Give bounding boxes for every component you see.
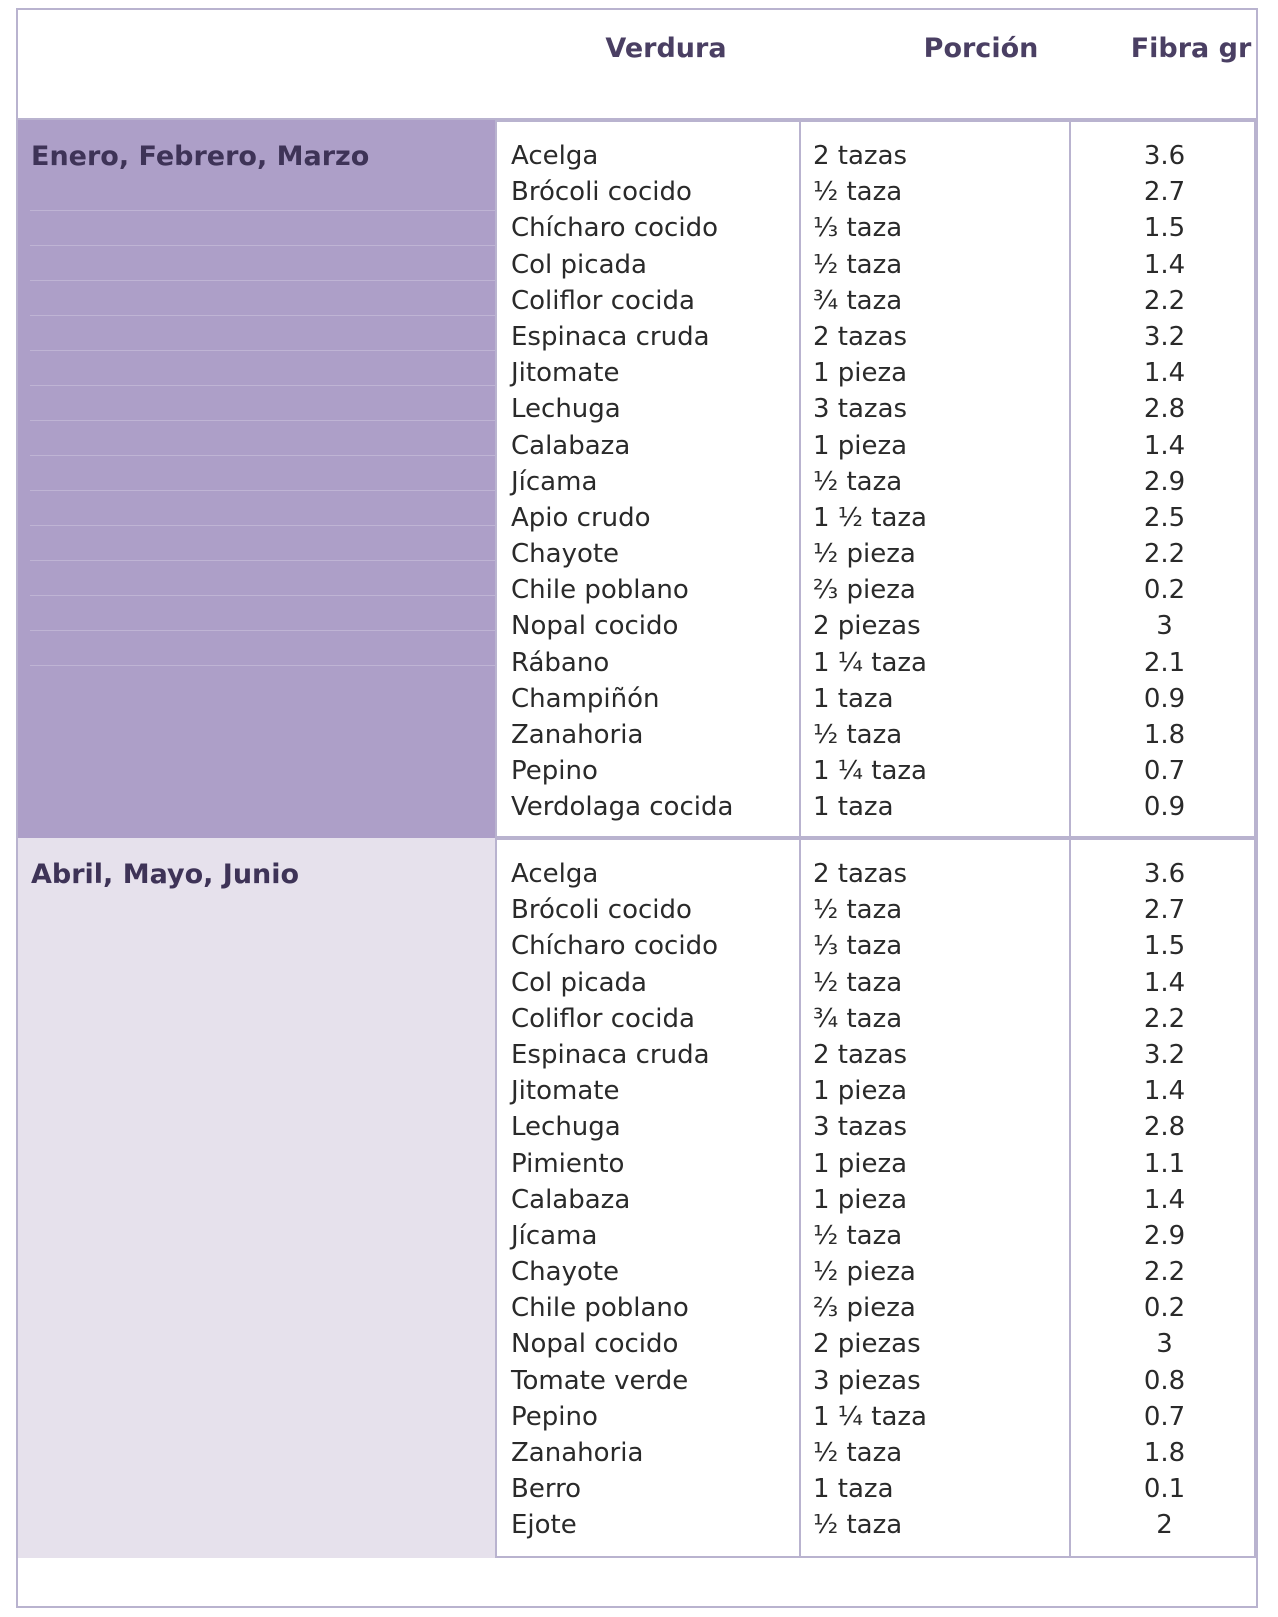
verdura-cell: Tomate verde bbox=[511, 1365, 689, 1396]
fibra-cell: 2.8 bbox=[1143, 1112, 1186, 1143]
fibra-cell: 3.6 bbox=[1143, 859, 1186, 889]
fibra-cell: 2.9 bbox=[1143, 466, 1186, 497]
fibra-cell: 1.4 bbox=[1143, 1076, 1186, 1107]
verdura-cell: Rábano bbox=[511, 647, 610, 678]
verdura-cell: Chayote bbox=[511, 539, 620, 570]
verdura-cell: Col picada bbox=[511, 967, 647, 998]
verdura-cell: Jitomate bbox=[511, 358, 620, 389]
fibra-cell: 1.4 bbox=[1143, 967, 1186, 998]
month-cell bbox=[18, 838, 513, 1558]
fibra-cell: 2.2 bbox=[1143, 539, 1186, 570]
row-guide-line bbox=[30, 176, 500, 211]
verdura-column bbox=[495, 838, 801, 1558]
porcion-cell: ½ taza bbox=[813, 720, 903, 750]
porcion-cell: 1 pieza bbox=[813, 1184, 908, 1215]
porcion-cell: ½ taza bbox=[813, 177, 903, 208]
porcion-cell: 1 pieza bbox=[813, 1148, 908, 1179]
row-guides bbox=[30, 176, 500, 666]
verdura-cell: Brócoli cocido bbox=[511, 177, 692, 208]
porcion-cell: 1 pieza bbox=[813, 430, 908, 461]
row-guide-line bbox=[30, 456, 500, 491]
verdura-cell: Lechuga bbox=[511, 1112, 621, 1143]
verdura-cell: Pimiento bbox=[511, 1148, 625, 1179]
porcion-cell: 2 tazas bbox=[813, 321, 908, 352]
porcion-cell: 2 tazas bbox=[813, 141, 908, 171]
verdura-cell: Nopal cocido bbox=[511, 611, 679, 642]
fibra-cell: 0.2 bbox=[1143, 575, 1186, 606]
month-label: Abril, Mayo, Junio bbox=[31, 859, 300, 890]
porcion-cell: 1 ½ taza bbox=[813, 502, 927, 533]
fibra-cell: 2.8 bbox=[1143, 394, 1186, 425]
fibra-cell: 0.9 bbox=[1143, 683, 1186, 714]
verdura-cell: Ejote bbox=[511, 1510, 577, 1541]
verdura-cell: Lechuga bbox=[511, 394, 621, 425]
fibra-cell: 3.2 bbox=[1143, 1039, 1186, 1070]
row-guide-line bbox=[30, 246, 500, 281]
verdura-cell: Calabaza bbox=[511, 1184, 631, 1215]
verdura-column bbox=[495, 120, 801, 838]
porcion-cell: 1 pieza bbox=[813, 1076, 908, 1107]
verdura-cell: Coliflor cocida bbox=[511, 1003, 695, 1034]
porcion-cell: 3 piezas bbox=[813, 1365, 921, 1396]
fibra-cell: 0.8 bbox=[1143, 1365, 1186, 1396]
porcion-cell: 1 taza bbox=[813, 792, 894, 823]
verdura-cell: Coliflor cocida bbox=[511, 285, 695, 316]
porcion-cell: 1 ¼ taza bbox=[813, 756, 927, 787]
porcion-cell: ½ taza bbox=[813, 895, 903, 926]
verdura-cell: Chícharo cocido bbox=[511, 931, 718, 962]
verdura-cell: Pepino bbox=[511, 1401, 598, 1432]
fibra-cell: 2.1 bbox=[1143, 647, 1186, 678]
fibra-cell: 1.5 bbox=[1143, 931, 1186, 962]
porcion-cell: ½ taza bbox=[813, 1220, 903, 1251]
porcion-cell: ¾ taza bbox=[813, 285, 903, 316]
verdura-cell: Berro bbox=[511, 1474, 582, 1505]
row-guide-line bbox=[30, 491, 500, 526]
fibra-cell: 1.4 bbox=[1143, 430, 1186, 461]
porcion-cell: ⅔ pieza bbox=[813, 1293, 916, 1324]
row-guide-line bbox=[30, 386, 500, 421]
porcion-cell: 1 taza bbox=[813, 683, 894, 714]
fibra-cell: 1.8 bbox=[1143, 1438, 1186, 1468]
fibra-cell: 2.2 bbox=[1143, 1257, 1186, 1288]
fibra-cell: 1.8 bbox=[1143, 720, 1186, 750]
porcion-cell: ½ taza bbox=[813, 1510, 903, 1541]
porcion-cell: 3 tazas bbox=[813, 394, 908, 425]
header-porcion: Porción bbox=[923, 33, 1039, 64]
fibra-cell: 2.7 bbox=[1143, 177, 1186, 208]
header-fibra: Fibra gr bbox=[1130, 33, 1252, 64]
porcion-cell: ½ taza bbox=[813, 249, 903, 280]
verdura-cell: Jícama bbox=[511, 1220, 598, 1251]
fibra-cell: 0.1 bbox=[1143, 1474, 1186, 1505]
fibra-column bbox=[1069, 838, 1256, 1558]
fibra-cell: 0.9 bbox=[1143, 792, 1186, 823]
verdura-cell: Brócoli cocido bbox=[511, 895, 692, 926]
fibra-cell: 2 bbox=[1156, 1510, 1173, 1541]
porcion-cell: 2 tazas bbox=[813, 859, 908, 889]
fibra-column bbox=[1069, 120, 1256, 838]
row-guide-line bbox=[30, 561, 500, 596]
porcion-cell: 1 ¼ taza bbox=[813, 1401, 927, 1432]
verdura-cell: Jitomate bbox=[511, 1076, 620, 1107]
header-verdura: Verdura bbox=[605, 33, 727, 64]
verdura-cell: Zanahoria bbox=[511, 720, 644, 750]
porcion-cell: ⅓ taza bbox=[813, 213, 903, 244]
porcion-column bbox=[799, 120, 1071, 838]
fibra-cell: 2.2 bbox=[1143, 1003, 1186, 1034]
verdura-cell: Verdolaga cocida bbox=[511, 792, 734, 823]
verdura-cell: Pepino bbox=[511, 756, 598, 787]
verdura-cell: Apio crudo bbox=[511, 502, 651, 533]
fibra-cell: 0.7 bbox=[1143, 756, 1186, 787]
porcion-cell: 1 taza bbox=[813, 1474, 894, 1505]
table-header bbox=[18, 10, 1256, 120]
section-q2 bbox=[18, 838, 1256, 1558]
porcion-cell: ½ pieza bbox=[813, 1257, 916, 1288]
porcion-cell: ⅓ taza bbox=[813, 931, 903, 962]
verdura-cell: Chile poblano bbox=[511, 1293, 689, 1324]
porcion-cell: ½ taza bbox=[813, 1438, 903, 1468]
verdura-cell: Chícharo cocido bbox=[511, 213, 718, 244]
fibra-cell: 1.4 bbox=[1143, 1184, 1186, 1215]
porcion-cell: 2 piezas bbox=[813, 1329, 921, 1360]
fibra-cell: 3 bbox=[1156, 1329, 1173, 1360]
verdura-cell: Chayote bbox=[511, 1257, 620, 1288]
fibra-cell: 1.5 bbox=[1143, 213, 1186, 244]
section-q1 bbox=[18, 120, 1256, 838]
porcion-cell: ⅔ pieza bbox=[813, 575, 916, 606]
porcion-cell: 2 piezas bbox=[813, 611, 921, 642]
porcion-cell: ½ pieza bbox=[813, 539, 916, 570]
row-guide-line bbox=[30, 596, 500, 631]
verdura-cell: Chile poblano bbox=[511, 575, 689, 606]
fibra-cell: 1.1 bbox=[1143, 1148, 1186, 1179]
row-guide-line bbox=[30, 281, 500, 316]
verdura-cell: Calabaza bbox=[511, 430, 631, 461]
month-cell bbox=[18, 120, 513, 838]
porcion-cell: ¾ taza bbox=[813, 1003, 903, 1034]
row-guide-line bbox=[30, 316, 500, 351]
verdura-cell: Jícama bbox=[511, 466, 598, 497]
fibra-cell: 0.2 bbox=[1143, 1293, 1186, 1324]
fibra-cell: 3.6 bbox=[1143, 141, 1186, 171]
month-label: Enero, Febrero, Marzo bbox=[31, 141, 370, 172]
fibra-cell: 1.4 bbox=[1143, 358, 1186, 389]
row-guide-line bbox=[30, 526, 500, 561]
fibra-cell: 2.7 bbox=[1143, 895, 1186, 926]
row-guide-line bbox=[30, 631, 500, 666]
row-guide-line bbox=[30, 211, 500, 246]
verdura-cell: Acelga bbox=[511, 141, 599, 171]
verdura-cell: Espinaca cruda bbox=[511, 321, 710, 352]
fibra-cell: 3.2 bbox=[1143, 321, 1186, 352]
verdura-cell: Zanahoria bbox=[511, 1438, 644, 1468]
row-guide-line bbox=[30, 351, 500, 386]
verdura-cell: Acelga bbox=[511, 859, 599, 889]
porcion-cell: 1 pieza bbox=[813, 358, 908, 389]
verdura-cell: Nopal cocido bbox=[511, 1329, 679, 1360]
fibra-cell: 2.5 bbox=[1143, 502, 1186, 533]
verdura-cell: Col picada bbox=[511, 249, 647, 280]
fibra-cell: 1.4 bbox=[1143, 249, 1186, 280]
fibra-cell: 2.2 bbox=[1143, 285, 1186, 316]
row-guide-line bbox=[30, 421, 500, 456]
fibra-cell: 0.7 bbox=[1143, 1401, 1186, 1432]
fibra-cell: 3 bbox=[1156, 611, 1173, 642]
porcion-cell: 1 ¼ taza bbox=[813, 647, 927, 678]
porcion-cell: ½ taza bbox=[813, 967, 903, 998]
porcion-column bbox=[799, 838, 1071, 1558]
porcion-cell: 2 tazas bbox=[813, 1039, 908, 1070]
verdura-cell: Espinaca cruda bbox=[511, 1039, 710, 1070]
fibra-cell: 2.9 bbox=[1143, 1220, 1186, 1251]
porcion-cell: 3 tazas bbox=[813, 1112, 908, 1143]
porcion-cell: ½ taza bbox=[813, 466, 903, 497]
verdura-cell: Champiñón bbox=[511, 683, 660, 714]
